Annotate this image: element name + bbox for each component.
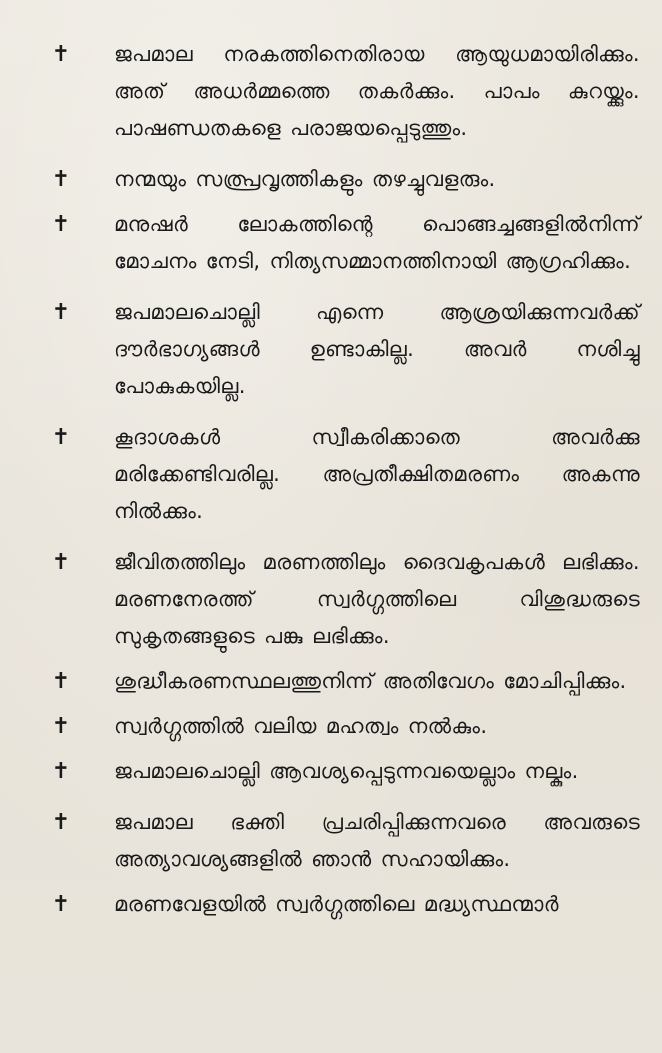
cross-bullet-icon: ✝	[51, 759, 71, 784]
cross-bullet-icon: ✝	[51, 669, 71, 694]
list-item-text: കൂദാശകൾ സ്വീകരിക്കാതെ അവർക്കു മരിക്കേണ്ടിവരില്ല. അപ്രതീക്ഷിതമരണം അകന്നു നിൽക്കും.	[114, 425, 640, 523]
cross-bullet-icon: ✝	[51, 550, 71, 575]
list-item	[40, 36, 640, 147]
list-item	[40, 804, 640, 878]
cross-bullet-icon: ✝	[51, 892, 71, 917]
list-item	[40, 161, 640, 198]
cross-bullet-icon: ✝	[51, 212, 71, 237]
list-item-text: ജീവിതത്തിലും മരണത്തിലും ദൈവകൃപകൾ ലഭിക്കും. മരണനേരത്ത് സ്വർഗ്ഗത്തിലെ വിശുദ്ധരുടെ സുകൃതങ്ങളുടെ പങ്കു ലഭിക്കും.	[114, 550, 640, 648]
list-item	[40, 753, 640, 790]
cross-bullet-icon: ✝	[51, 714, 71, 739]
list-item-text: ജപമാലചൊല്ലി ആവശ്യപ്പെടുന്നവയെല്ലാം നല്കും.	[114, 759, 579, 783]
list-item-text: സ്വർഗ്ഗത്തിൽ വലിയ മഹത്വം നൽകും.	[114, 714, 488, 738]
list-item-text: നന്മയും സത്പ്രവൃത്തികളും തഴച്ചുവളരും.	[114, 167, 496, 191]
cross-bullet-icon: ✝	[51, 42, 71, 67]
list-item	[40, 206, 640, 280]
list-item-text: മനുഷർ ലോകത്തിന്റെ പൊങ്ങച്ചങ്ങളിൽനിന്ന് മോചനം നേടി, നിത്യസമ്മാനത്തിനായി ആഗ്രഹിക്കും.	[114, 212, 640, 273]
cross-bullet-icon: ✝	[51, 425, 71, 450]
list-item-text: ജപമാല ഭക്തി പ്രചരിപ്പിക്കുന്നവരെ അവരുടെ അത്യാവശ്യങ്ങളിൽ ഞാൻ സഹായിക്കും.	[114, 810, 640, 871]
list-item	[40, 886, 640, 923]
list-item-text: ജപമാല നരകത്തിനെതിരായ ആയുധമായിരിക്കും. അത് അധർമ്മത്തെ തകർക്കും. പാപം കുറയ്ക്കും. പാഷണ്ഡതകളെ പരാജയപ്പെടുത്തും.	[114, 42, 640, 140]
list-item	[40, 294, 640, 405]
promise-list	[40, 36, 640, 923]
cross-bullet-icon: ✝	[51, 300, 71, 325]
list-item	[40, 419, 640, 530]
list-item-text: ജപമാലചൊല്ലി എന്നെ ആശ്രയിക്കുന്നവർക്ക് ദൗർഭാഗ്യങ്ങൾ ഉണ്ടാകില്ല. അവർ നശിച്ചു പോകുകയില്ല.	[114, 300, 640, 398]
list-item	[40, 663, 640, 700]
list-item	[40, 708, 640, 745]
list-item-text: ശുദ്ധീകരണസ്ഥലത്തുനിന്ന് അതിവേഗം മോചിപ്പിക്കും.	[114, 669, 627, 693]
list-item-text: മരണവേളയിൽ സ്വർഗ്ഗത്തിലെ മദ്ധ്യസ്ഥന്മാർ	[114, 892, 559, 916]
cross-bullet-icon: ✝	[51, 167, 71, 192]
cross-bullet-icon: ✝	[51, 810, 71, 835]
list-item	[40, 544, 640, 655]
